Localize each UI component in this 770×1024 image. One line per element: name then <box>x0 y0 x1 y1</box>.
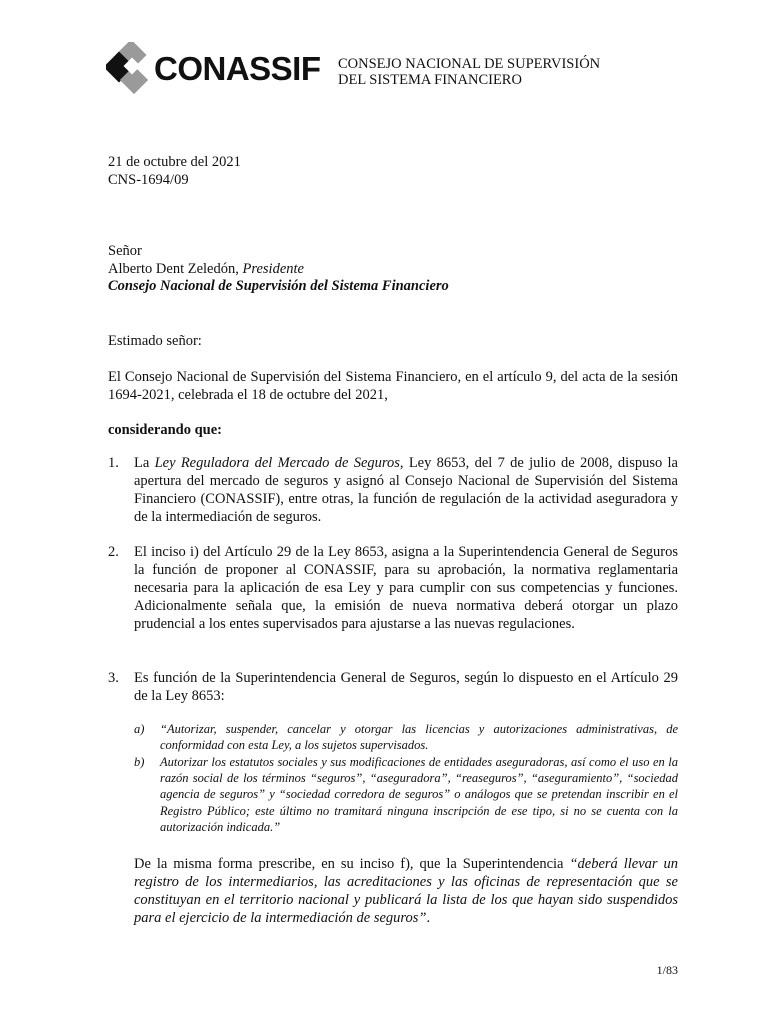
closing-text-pre: De la misma forma prescribe, en su inciso f), que la Superintendencia <box>134 856 570 872</box>
list-item <box>108 543 678 633</box>
item-number: 3. <box>108 670 119 686</box>
logo-subtitle <box>338 56 600 88</box>
recipient-organization: Consejo Nacional de Supervisión del Sistema Financiero <box>108 278 449 294</box>
recipient-name: Alberto Dent Zeledón, <box>108 260 243 277</box>
list-item <box>108 454 678 526</box>
logo-subtitle-line-1: CONSEJO NACIONAL DE SUPERVISIÓN <box>338 56 601 72</box>
item-text: El inciso i) del Artículo 29 de la Ley 8653, asigna a la Superintendencia General de Seguros la función de proponer al CONASSIF, para su aprobación, la normativa reglamentaria necesaria para la aplicación de esa Ley y para cumplir con sus competencias y funciones. Adicionalmente señala que, la emisión de nueva normativa deberá otorgar un plazo prudencial a los entes supervisados para ajustarse a las nuevas regulaciones. <box>134 544 678 632</box>
item-text-post: , Ley 8653, del 7 de julio de 2008, dispuso la apertura del mercado de seguros y asignó al Consejo Nacional de Supervisión del Sistema Financiero (CONASSIF), entre otras, la función de regulación de la actividad aseguradora y de la intermediación de seguros. <box>134 455 678 525</box>
closing-text <box>134 855 678 927</box>
law-title: Ley Reguladora del Mercado de Seguros <box>154 455 400 471</box>
item-text <box>134 454 678 526</box>
recipient-salutation: Señor <box>108 243 142 259</box>
sub-list-item <box>134 721 678 753</box>
list-item <box>108 669 678 705</box>
intro-paragraph: El Consejo Nacional de Supervisión del Sistema Financiero, en el artículo 9, del acta de la sesión 1694-2021, celebrada el 18 de octubre del 2021, <box>108 369 678 403</box>
logo-wordmark: CONASSIF <box>154 50 321 87</box>
item-text: Es función de la Superintendencia General de Seguros, según lo dispuesto en el Artículo 29 de la Ley 8653: <box>134 670 678 704</box>
page-number: 1/83 <box>656 963 678 977</box>
sub-list-item <box>134 754 678 835</box>
greeting: Estimado señor: <box>108 333 202 349</box>
letter-reference: CNS-1694/09 <box>108 171 189 188</box>
conassif-logo <box>106 42 601 100</box>
sub-item-letter: b) <box>134 755 145 769</box>
date-block <box>108 154 678 189</box>
item-number: 2. <box>108 544 119 560</box>
item-text-pre: La <box>134 455 155 471</box>
closing-paragraph <box>134 855 678 927</box>
recipient-title: Presidente <box>242 260 304 277</box>
recipient-name-line <box>108 261 678 279</box>
item-number: 1. <box>108 455 119 471</box>
sub-item-text: Autorizar los estatutos sociales y sus modificaciones de entidades aseguradoras, así como el uso en la razón social de los términos “seguros”, “aseguradora”, “reaseguros”, “aseguramiento”, “sociedad agencia de seguros” y “sociedad corredora de seguros” o análogos que se pretendan inscribir en el Registro Público; este último no tramitará ninguna inscripción de ese tipo, si no se cuenta con la autorización indicada.” <box>160 755 678 834</box>
recipient-block <box>108 243 678 296</box>
logo-subtitle-line-2: DEL SISTEMA FINANCIERO <box>338 72 522 88</box>
letter-date: 21 de octubre del 2021 <box>108 154 241 170</box>
closing-text-post: . <box>426 910 431 926</box>
considering-heading: considerando que: <box>108 422 223 438</box>
closing-quote: “deberá llevar un registro de los intermediarios, las acreditaciones y las oficinas de representación que se constituyan en el territorio nacional y publicará la lista de los que hayan sido suspendidos para el ejercicio de la intermediación de seguros” <box>134 856 678 926</box>
sub-item-letter: a) <box>134 722 145 736</box>
sub-item-text: “Autorizar, suspender, cancelar y otorgar las licencias y autorizaciones administrativas, de conformidad con esta Ley, a los sujetos supervisados. <box>160 722 678 753</box>
